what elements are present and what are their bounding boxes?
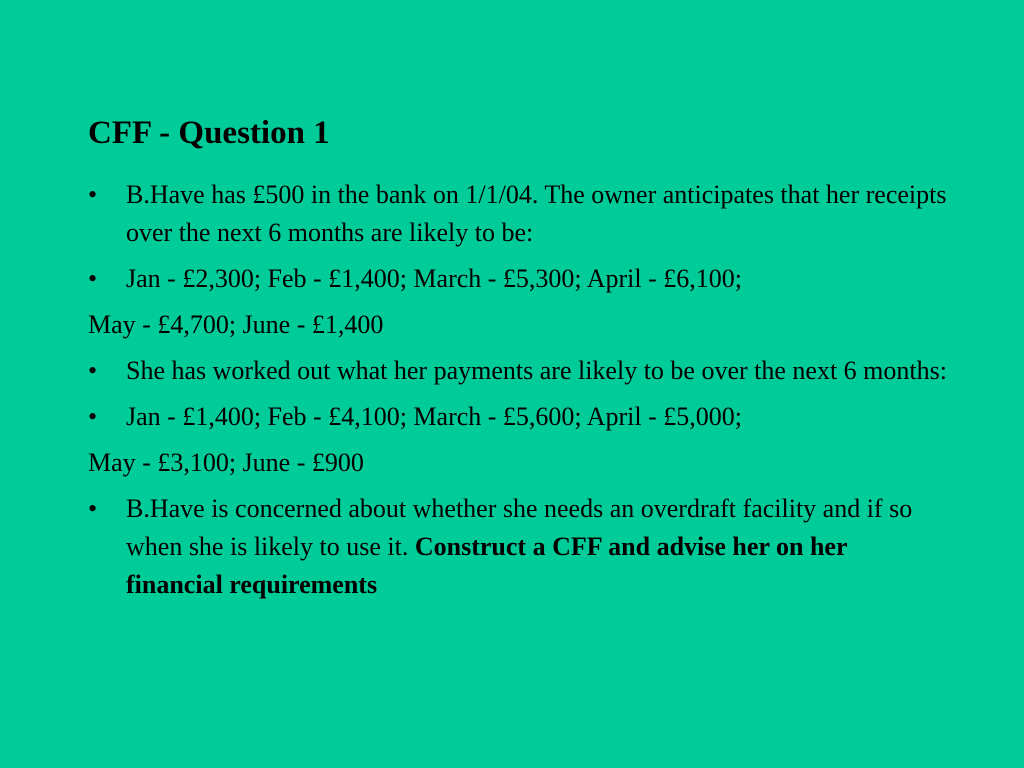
slide-body xyxy=(88,176,948,612)
bullet-item-payments xyxy=(88,398,948,436)
bullet-icon: • xyxy=(88,264,98,293)
bullet-item-balance xyxy=(88,176,948,252)
bullet-text: B.Have is concerned about whether she needs an overdraft facility and if so when she is likely to use it. xyxy=(126,494,913,561)
bullet-text: Jan - £2,300; Feb - £1,400; March - £5,300; April - £6,100; xyxy=(126,264,742,293)
receipts-continuation: May - £4,700; June - £1,400 xyxy=(88,310,384,339)
bullet-icon: • xyxy=(88,494,98,523)
bullet-icon: • xyxy=(88,356,98,385)
bullet-item-payments-intro xyxy=(88,352,948,390)
bullet-text: Jan - £1,400; Feb - £4,100; March - £5,600; April - £5,000; xyxy=(126,402,742,431)
payments-continuation: May - £3,100; June - £900 xyxy=(88,448,364,477)
bullet-item-task xyxy=(88,490,948,604)
bullet-icon: • xyxy=(88,180,98,209)
bullet-text: She has worked out what her payments are likely to be over the next 6 months: xyxy=(126,356,947,385)
slide-title: CFF - Question 1 xyxy=(88,115,330,151)
bullet-text: B.Have has £500 in the bank on 1/1/04. The owner anticipates that her receipts over the next 6 months are likely to be: xyxy=(126,180,947,247)
task-instruction: Construct a CFF and advise her on her financial requirements xyxy=(126,532,848,599)
bullet-item-receipts xyxy=(88,260,948,298)
bullet-icon: • xyxy=(88,402,98,431)
